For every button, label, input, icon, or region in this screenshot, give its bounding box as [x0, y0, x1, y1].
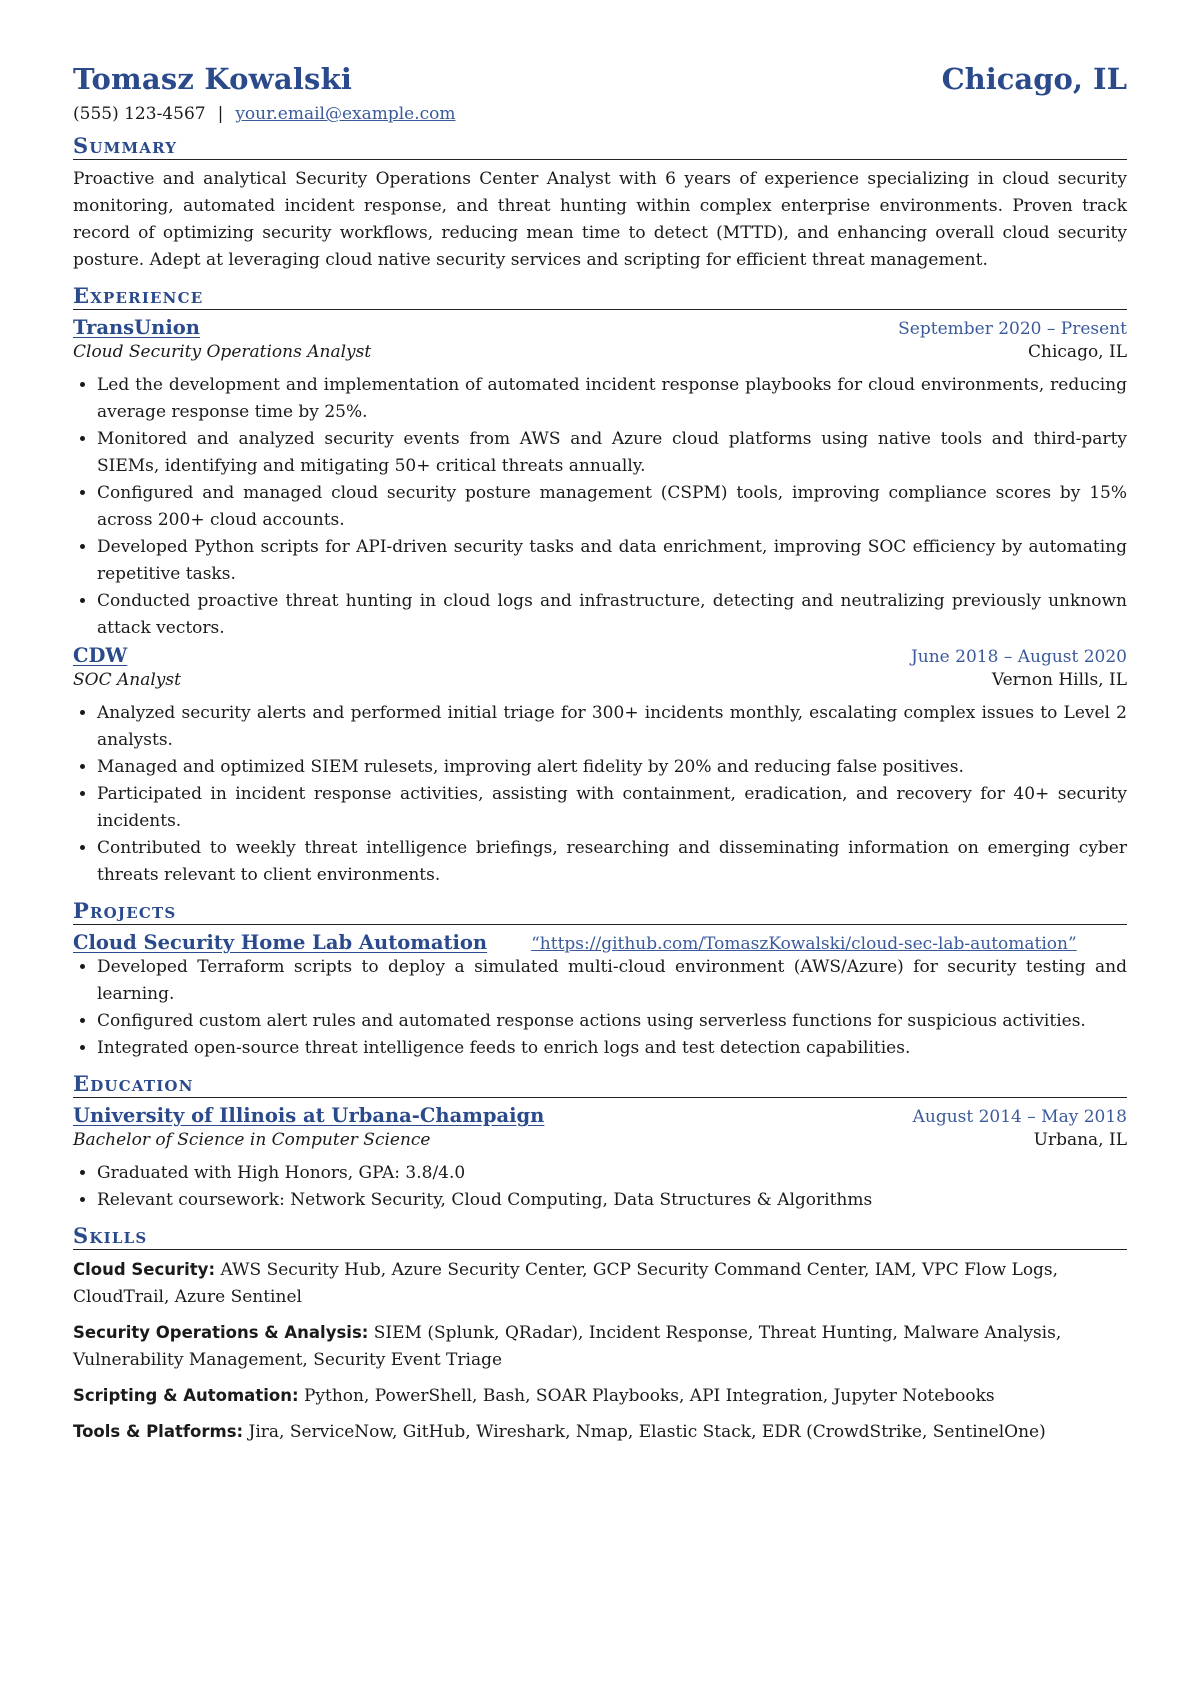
education-dates: August 2014 – May 2018: [912, 1107, 1127, 1127]
list-item: • Developed Python scripts for API-driven security tasks and data enrichment, improving SOC efficiency by automating repetitive tasks.: [97, 534, 1127, 588]
company-link[interactable]: CDW: [73, 644, 128, 667]
job-role: Cloud Security Operations Analyst: [73, 342, 372, 362]
list-item: • Configured and managed cloud security posture management (CSPM) tools, improving compliance scores by 15% across 200+ cloud accounts.: [97, 480, 1127, 534]
skill-row: [73, 1382, 1127, 1410]
list-item: • Graduated with High Honors, GPA: 3.8/4.0: [97, 1160, 1127, 1187]
company-link[interactable]: TransUnion: [73, 316, 200, 339]
skill-label: Cloud Security:: [73, 1260, 216, 1279]
job-location: Vernon Hills, IL: [991, 670, 1127, 690]
contact-separator: |: [217, 104, 224, 124]
list-item: • Contributed to weekly threat intelligence briefings, researching and disseminating information on emerging cyber threats relevant to client environments.: [97, 835, 1127, 889]
section-title-projects: Projects: [73, 898, 1127, 925]
list-item: • Developed Terraform scripts to deploy a simulated multi-cloud environment (AWS/Azure) for security testing and learning.: [97, 954, 1127, 1008]
job-bullets: [73, 372, 1127, 642]
section-title-summary: Summary: [73, 133, 1127, 160]
list-item: • Monitored and analyzed security events from AWS and Azure cloud platforms using native tools and third-party SIEMs, identifying and mitigating 50+ critical threats annually.: [97, 426, 1127, 480]
experience-entry: [73, 316, 1127, 642]
summary-text: Proactive and analytical Security Operations Center Analyst with 6 years of experience specializing in cloud security monitoring, automated incident response, and threat hunting within complex enterprise environments. Proven track record of optimizing security workflows, reducing mean time to detect (MTTD), and enhancing overall cloud security posture. Adept at leveraging cloud native security services and scripting for efficient threat management.: [73, 169, 1127, 270]
skill-label: Scripting & Automation:: [73, 1386, 299, 1405]
job-bullets: [73, 700, 1127, 889]
list-item: • Conducted proactive threat hunting in cloud logs and infrastructure, detecting and neutralizing previously unknown attack vectors.: [97, 588, 1127, 642]
list-item: • Configured custom alert rules and automated response actions using serverless functions for suspicious activities.: [97, 1008, 1127, 1035]
school-link[interactable]: University of Illinois at Urbana-Champaign: [73, 1104, 545, 1127]
list-item: • Relevant coursework: Network Security, Cloud Computing, Data Structures & Algorithms: [97, 1187, 1127, 1214]
list-item: • Integrated open-source threat intelligence feeds to enrich logs and test detection capabilities.: [97, 1035, 1127, 1062]
job-dates: June 2018 – August 2020: [910, 647, 1127, 667]
skill-value: Python, PowerShell, Bash, SOAR Playbooks, API Integration, Jupyter Notebooks: [303, 1386, 995, 1406]
skill-value: SIEM (Splunk, QRadar), Incident Response, Threat Hunting, Malware Analysis, Vulnerability Management, Security Event Triage: [73, 1323, 1062, 1370]
resume-header: [73, 62, 1127, 96]
skill-label: Tools & Platforms:: [73, 1422, 244, 1441]
project-entry: [73, 931, 1127, 1062]
list-item: • Analyzed security alerts and performed initial triage for 300+ incidents monthly, escalating complex issues to Level 2 analysts.: [97, 700, 1127, 754]
education-entry: [73, 1104, 1127, 1214]
section-title-education: Education: [73, 1071, 1127, 1098]
phone-number: (555) 123-4567: [73, 104, 206, 124]
job-role: SOC Analyst: [73, 670, 181, 690]
project-bullets: [73, 954, 1127, 1062]
candidate-name: Tomasz Kowalski: [73, 62, 353, 96]
experience-entry: [73, 644, 1127, 889]
skill-row: [73, 1256, 1127, 1311]
list-item: • Led the development and implementation of automated incident response playbooks for cloud environments, reducing average response time by 25%.: [97, 372, 1127, 426]
skill-row: [73, 1319, 1127, 1374]
list-item: • Managed and optimized SIEM rulesets, improving alert fidelity by 20% and reducing false positives.: [97, 754, 1127, 781]
school-location: Urbana, IL: [1033, 1130, 1127, 1150]
skill-value: AWS Security Hub, Azure Security Center, GCP Security Command Center, IAM, VPC Flow Logs, CloudTrail, Azure Sentinel: [73, 1260, 1059, 1307]
section-title-skills: Skills: [73, 1223, 1127, 1250]
job-dates: September 2020 – Present: [898, 319, 1127, 339]
education-bullets: [73, 1160, 1127, 1214]
email-link[interactable]: your.email@example.com: [235, 104, 456, 124]
section-title-experience: Experience: [73, 283, 1127, 310]
skill-label: Security Operations & Analysis:: [73, 1323, 369, 1342]
job-location: Chicago, IL: [1028, 342, 1127, 362]
resume-page: [73, 62, 1127, 1454]
skill-value: Jira, ServiceNow, GitHub, Wireshark, Nmap, Elastic Stack, EDR (CrowdStrike, SentinelOne): [248, 1422, 1046, 1442]
skills-list: [73, 1256, 1127, 1446]
project-title-link[interactable]: Cloud Security Home Lab Automation: [73, 931, 488, 954]
degree: Bachelor of Science in Computer Science: [73, 1130, 431, 1150]
project-url-link[interactable]: “https://github.com/TomaszKowalski/cloud-sec-lab-automation”: [531, 934, 1077, 954]
skill-row: [73, 1418, 1127, 1446]
candidate-location: Chicago, IL: [941, 62, 1127, 96]
contact-line: [73, 104, 1127, 124]
list-item: • Participated in incident response activities, assisting with containment, eradication, and recovery for 40+ security incidents.: [97, 781, 1127, 835]
